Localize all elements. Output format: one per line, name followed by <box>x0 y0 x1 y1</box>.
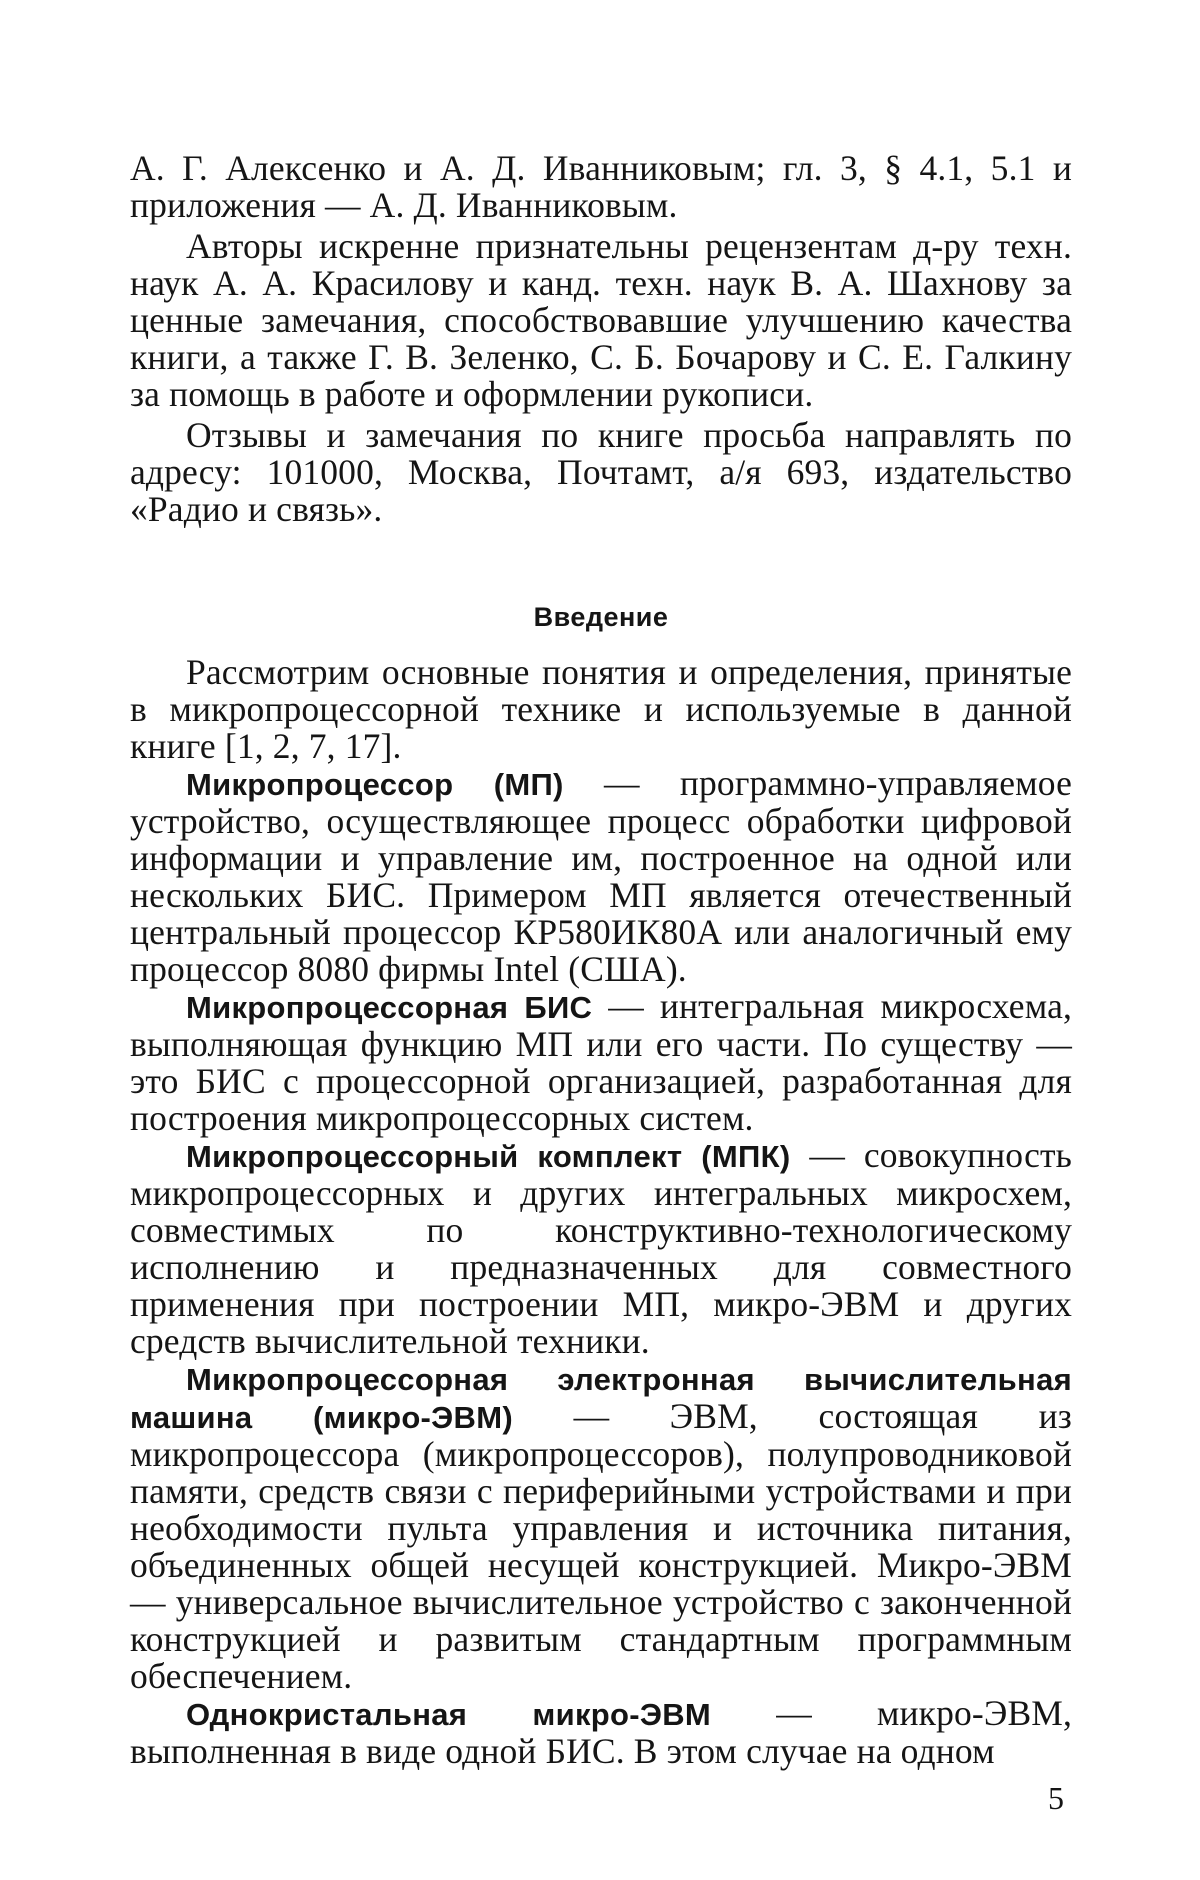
definition-text: интегральная микросхема, выполняющая функцию МП или его части. По существу — это БИС с процессорной организацией, разработанная для построения микропроцессорных систем. <box>130 986 1072 1138</box>
definition-text: программно-управляемое устройство, осуществляющее процесс обработки цифровой информации и управление им, построенное на одной или нескольких БИС. Примером МП является отечественный центральный процессор КР580ИК80А или аналогичный ему процессор 8080 фирмы Intel (США). <box>130 763 1072 989</box>
acknowledgements-paragraph: Авторы искренне признательны рецензентам д-ру техн. наук А. А. Красилову и канд. техн. наук В. А. Шахнову за ценные замечания, способствовавшие улучшению качества книги, а также Г. В. Зеленко, С. Б. Бочарову и С. Е. Галкину за помощь в работе и оформлении рукописи. <box>130 226 1072 414</box>
definition-term: Микропроцессор (МП) <box>186 767 564 802</box>
definition-dash: — <box>592 986 660 1026</box>
definition-term: Микропроцессорный комплект (МПК) <box>186 1139 791 1174</box>
definition-paragraph <box>130 988 1072 1137</box>
definition-term: Микропроцессорная электронная вычислительная машина (микро-ЭВМ) <box>130 1362 1072 1435</box>
section-heading: Введение <box>533 602 669 632</box>
definition-term: Однокристальная микро-ЭВМ <box>186 1697 712 1732</box>
definition-dash: — <box>711 1693 877 1733</box>
definition-text: микро-ЭВМ, выполненная в виде одной БИС. В этом случае на одном <box>130 1693 1073 1771</box>
definition-paragraph <box>130 1695 1072 1770</box>
definition-term: Микропроцессорная БИС <box>186 990 593 1025</box>
definition-paragraph <box>130 1137 1072 1360</box>
intro-paragraph: Рассмотрим основные понятия и определения, принятые в микропроцессорной технике и используемые в данной книге [1, 2, 7, 17]. <box>130 652 1072 766</box>
definition-text: совокупность микропроцессорных и других интегральных микросхем, совместимых по конструктивно-технологическому исполнению и предназначенных для совместного применения при построении МП, микро-ЭВМ и других средств вычислительной техники. <box>130 1135 1073 1361</box>
definition-dash: — <box>790 1135 864 1175</box>
definition-paragraph <box>130 1360 1072 1695</box>
definition-text: ЭВМ, состоящая из микропроцессора (микропроцессоров), полупроводниковой памяти, средств связи с периферийными устройствами и при необходимости пульта управления и источника питания, объединенных общей несущей конструкцией. Микро-ЭВМ — универсальное вычислительное устройство с законченной конструкцией и развитым стандартным программным обеспечением. <box>130 1396 1072 1696</box>
page-number: 5 <box>1048 1780 1064 1816</box>
feedback-paragraph: Отзывы и замечания по книге просьба направлять по адресу: 101000, Москва, Почтамт, а/я 693, издательство «Радио и связь». <box>130 415 1072 529</box>
definition-dash: — <box>563 763 680 803</box>
definition-dash: — <box>512 1396 670 1436</box>
definition-paragraph <box>130 765 1072 988</box>
credits-paragraph: А. Г. Алексенко и А. Д. Иванниковым; гл. 3, § 4.1, 5.1 и приложения — А. Д. Иванниковым. <box>130 148 1072 225</box>
page-body <box>130 150 1072 1770</box>
